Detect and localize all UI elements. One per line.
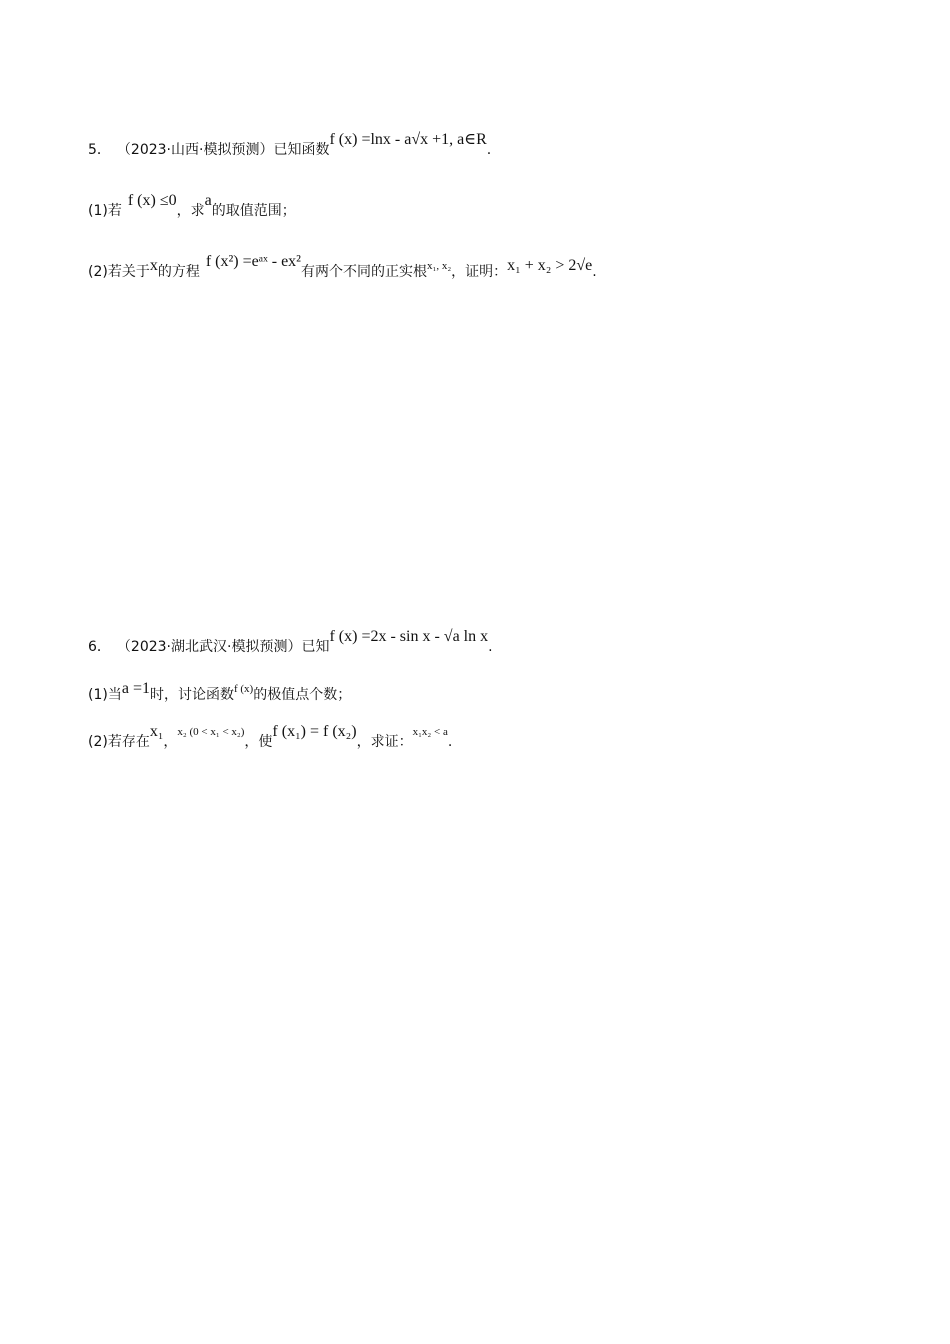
equality-expr: f (x₁) = f (x₂) <box>272 723 357 740</box>
part-text: 的极值点个数； <box>253 687 352 703</box>
part-label: (1)若 <box>88 203 122 219</box>
part-label: (1)当 <box>88 687 122 703</box>
part-text: ，证明： <box>451 264 508 280</box>
problem-5-part-2 <box>88 252 597 292</box>
part-text: 有两个不同的正实根 <box>300 264 427 280</box>
problem-6-intro: 已知 <box>301 639 330 655</box>
problem-5-part-1 <box>88 191 296 231</box>
problem-5-end: . <box>486 142 492 158</box>
problem-6-part-1 <box>88 675 351 715</box>
equation-expr: f (x²) =eᵃˣ - ex² <box>205 253 301 270</box>
condition-expr: a =1 <box>121 680 150 697</box>
part-end: . <box>447 734 453 750</box>
problem-6-function: f (x) =2x - sin x - √a ln x <box>329 628 489 645</box>
condition-expr: f (x) ≤0 <box>127 192 177 209</box>
goal-expr: x₁ + x₂ > 2√e <box>507 257 593 274</box>
x2-condition: x₂ (0 < x₁ < x₂) <box>177 726 245 738</box>
problem-6-source: （2023·湖北武汉·模拟预测） <box>116 639 302 655</box>
problem-6-number: 6． <box>88 639 111 655</box>
roots-expr: x₁, x₂ <box>426 260 452 272</box>
variable-a: a <box>204 192 212 209</box>
part-text: ， <box>163 734 178 750</box>
problem-6-header <box>88 627 493 667</box>
problem-6-end: . <box>488 639 493 655</box>
part-label: (2)若关于 <box>88 264 150 280</box>
part-text: ，求证： <box>356 734 413 750</box>
problem-6-part-2 <box>88 722 452 762</box>
problem-5-header <box>88 130 491 170</box>
part-text: 的取值范围； <box>211 203 296 219</box>
goal-expr: x₁x₂ < a <box>412 726 448 738</box>
part-text: ，求 <box>176 203 205 219</box>
fx-expr: f (x) <box>233 683 254 695</box>
part-text: 时，讨论函数 <box>149 687 234 703</box>
part-text: 的方程 <box>157 264 200 280</box>
problem-5-function: f (x) =lnx - a√x +1, a∈R <box>329 131 487 148</box>
part-end: . <box>592 264 597 280</box>
problem-5-source: （2023·山西·模拟预测） <box>116 142 274 158</box>
problem-5-number: 5． <box>88 142 111 158</box>
part-text: ，使 <box>244 734 273 750</box>
x1-expr: x₁ <box>149 723 164 740</box>
problem-5-intro: 已知函数 <box>273 142 330 158</box>
part-label: (2)若存在 <box>88 734 150 750</box>
variable-x: x <box>149 257 158 274</box>
